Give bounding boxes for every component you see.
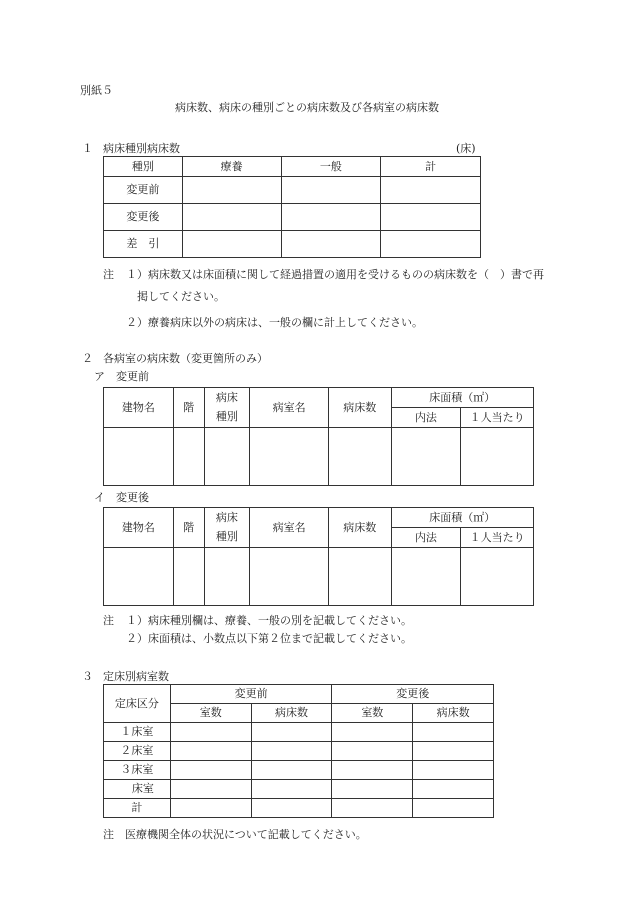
note-label: 注 <box>103 268 114 281</box>
input-cell[interactable] <box>173 428 204 486</box>
header-cell: 定床区分 <box>104 685 171 723</box>
input-cell[interactable] <box>251 742 332 761</box>
bed-type-table <box>103 156 481 258</box>
header-cell: 計 <box>381 157 481 177</box>
input-cell[interactable] <box>413 723 494 742</box>
note-text: 注 医療機関全体の状況について記載してください。 <box>103 828 367 841</box>
input-cell[interactable] <box>332 723 413 742</box>
section2-title: 各病室の病床数（変更箇所のみ） <box>103 352 268 365</box>
header-cell <box>204 388 250 428</box>
input-cell[interactable] <box>251 761 332 780</box>
input-cell[interactable] <box>182 204 281 231</box>
input-cell[interactable] <box>381 204 481 231</box>
input-cell[interactable] <box>391 548 461 606</box>
header-cell: 変更前 <box>170 685 332 704</box>
row-label: 床室 <box>104 780 171 799</box>
header-text: 病床 <box>215 390 238 404</box>
input-cell[interactable] <box>391 428 461 486</box>
attachment-label: 別紙５ <box>80 84 113 97</box>
input-cell[interactable] <box>413 742 494 761</box>
input-cell[interactable] <box>381 177 481 204</box>
input-cell[interactable] <box>170 780 251 799</box>
header-cell: 変更後 <box>332 685 494 704</box>
input-cell[interactable] <box>332 742 413 761</box>
section3-number: ３ <box>82 670 93 683</box>
input-cell[interactable] <box>281 231 381 258</box>
row-label: ３床室 <box>104 761 171 780</box>
header-cell: 病床数 <box>328 508 391 548</box>
header-cell: 建物名 <box>104 508 174 548</box>
row-label: 計 <box>104 799 171 818</box>
header-text: 種別 <box>215 529 238 543</box>
header-cell: 内法 <box>391 528 461 548</box>
header-cell: 病床数 <box>413 704 494 723</box>
input-cell[interactable] <box>250 428 329 486</box>
input-cell[interactable] <box>104 428 174 486</box>
header-cell: 階 <box>173 508 204 548</box>
header-cell: 階 <box>173 388 204 428</box>
note-label: 注 <box>103 614 114 627</box>
room-count-table <box>103 684 494 818</box>
input-cell[interactable] <box>332 780 413 799</box>
input-cell[interactable] <box>281 177 381 204</box>
input-cell[interactable] <box>251 780 332 799</box>
input-cell[interactable] <box>182 231 281 258</box>
header-text: 病床 <box>215 510 238 524</box>
row-label: 差 引 <box>104 231 183 258</box>
section1-title: 病床種別病床数 <box>103 142 180 155</box>
input-cell[interactable] <box>413 799 494 818</box>
input-cell[interactable] <box>104 548 174 606</box>
note-text: 掲してください。 <box>137 290 225 303</box>
header-cell: 病床数 <box>251 704 332 723</box>
section3-title: 定床別病室数 <box>103 670 169 683</box>
input-cell[interactable] <box>381 231 481 258</box>
subsection-before: ア 変更前 <box>94 370 149 383</box>
section1-number: １ <box>82 142 93 155</box>
note-text: １）病床種別欄は、療養、一般の別を記載してください。 <box>126 614 412 627</box>
subsection-after: イ 変更後 <box>94 491 149 504</box>
input-cell[interactable] <box>250 548 329 606</box>
row-label: １床室 <box>104 723 171 742</box>
header-cell: 種別 <box>104 157 183 177</box>
header-text: 種別 <box>215 409 238 423</box>
page-title: 病床数、病床の種別ごとの病床数及び各病室の病床数 <box>175 101 439 114</box>
input-cell[interactable] <box>413 761 494 780</box>
header-cell: 療養 <box>182 157 281 177</box>
input-cell[interactable] <box>461 428 534 486</box>
input-cell[interactable] <box>251 723 332 742</box>
input-cell[interactable] <box>328 548 391 606</box>
header-cell: 一般 <box>281 157 381 177</box>
input-cell[interactable] <box>461 548 534 606</box>
header-cell: 病室名 <box>250 508 329 548</box>
input-cell[interactable] <box>170 761 251 780</box>
input-cell[interactable] <box>332 761 413 780</box>
input-cell[interactable] <box>170 723 251 742</box>
header-cell: 病室名 <box>250 388 329 428</box>
header-cell: １人当たり <box>461 408 534 428</box>
row-label: 変更後 <box>104 204 183 231</box>
row-label: 変更前 <box>104 177 183 204</box>
header-cell <box>204 508 250 548</box>
row-label: ２床室 <box>104 742 171 761</box>
header-cell: 室数 <box>332 704 413 723</box>
input-cell[interactable] <box>170 742 251 761</box>
input-cell[interactable] <box>204 548 250 606</box>
header-cell: 建物名 <box>104 388 174 428</box>
input-cell[interactable] <box>413 780 494 799</box>
input-cell[interactable] <box>182 177 281 204</box>
input-cell[interactable] <box>332 799 413 818</box>
input-cell[interactable] <box>170 799 251 818</box>
input-cell[interactable] <box>173 548 204 606</box>
input-cell[interactable] <box>281 204 381 231</box>
input-cell[interactable] <box>204 428 250 486</box>
section2-number: ２ <box>82 352 93 365</box>
header-cell: 内法 <box>391 408 461 428</box>
header-cell: 室数 <box>170 704 251 723</box>
input-cell[interactable] <box>251 799 332 818</box>
note-text: １）病床数又は床面積に関して経過措置の適用を受けるものの病床数を（ ）書で再 <box>126 268 544 281</box>
note-text: ２）床面積は、小数点以下第２位まで記載してください。 <box>126 632 412 645</box>
note-text: ２）療養病床以外の病床は、一般の欄に計上してください。 <box>126 316 423 329</box>
rooms-before-table <box>103 387 534 486</box>
header-cell: 床面積（㎡） <box>391 508 533 528</box>
rooms-after-table <box>103 507 534 606</box>
header-cell: 病床数 <box>328 388 391 428</box>
input-cell[interactable] <box>328 428 391 486</box>
header-cell: １人当たり <box>461 528 534 548</box>
section1-unit: (床) <box>456 142 476 155</box>
header-cell: 床面積（㎡） <box>391 388 533 408</box>
